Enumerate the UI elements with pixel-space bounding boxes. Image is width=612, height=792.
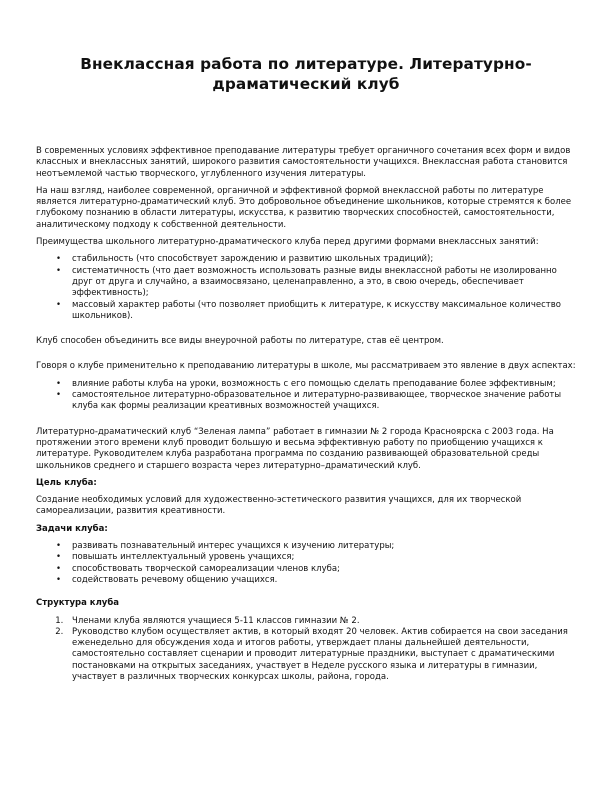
aspects-list <box>36 379 576 413</box>
advantages-intro: Преимущества школьного литературно-драматического клуба перед другими формами внеклассных занятий: <box>36 237 539 248</box>
list-item: • стабильность (что способствует зарождению и развитию школьных традиций); <box>66 254 576 265</box>
list-item: • способствовать творческой самореализации членов клуба; <box>66 564 576 575</box>
goal-text: Создание необходимых условий для художественно-эстетического развития учащихся, для их творческой самореализации, развития креативности. <box>36 495 522 517</box>
list-item: • развивать познавательный интерес учащихся к изучению литературы; <box>66 541 576 552</box>
tasks-heading: Задачи клуба: <box>36 523 108 534</box>
list-item: • повышать интеллектуальный уровень учащихся; <box>66 552 576 563</box>
tasks-list <box>36 541 576 586</box>
aspects-intro: Говоря о клубе применительно к преподаванию литературы в школе, мы рассматриваем это явление в двух аспектах: <box>36 361 576 372</box>
goal-heading: Цель клуба: <box>36 477 97 488</box>
advantages-list <box>36 254 576 322</box>
list-item: • систематичность (что дает возможность использовать разные виды внеклассной работы не изолированно друг от друга и случайно, а взаимосвязано, целенаправленно, а это, в свою очередь, обеспечивает эффективность); <box>66 266 576 300</box>
list-item: • содействовать речевому общению учащихся. <box>66 575 576 586</box>
club-definition-paragraph: На наш взгляд, наиболее современной, органичной и эффективной формой внеклассной работы по литературе является литературно-драматический клуб. Это добровольное объединение школьников, которые стремятся к более глубокому познанию в области литературы, искусства, к развитию творческих способностей, самостоятельности, аналитическому подходу к собственной деятельности. <box>36 185 572 230</box>
club-center-paragraph: Клуб способен объединить все виды внеурочной работы по литературе, став её центром. <box>36 336 444 347</box>
list-item: 1. Членами клуба являются учащиеся 5-11 классов гимназии № 2. <box>66 616 576 627</box>
structure-heading: Структура клуба <box>36 598 120 609</box>
green-lamp-paragraph: Литературно-драматический клуб “Зеленая лампа” работает в гимназии № 2 города Красноярска с 2003 года. На протяжении этого времени клуб проводит большую и весьма эффективную работу по приобщению учащихся к литературе. Руководителем клуба разработана программа по созданию развивающей образовательной среды школьников среднего и старшего возраста через литературно–драматический клуб. <box>36 426 554 471</box>
list-item: • влияние работы клуба на уроки, возможность с его помощью сделать преподавание более эффективным; <box>66 379 576 390</box>
list-item: 2. Руководство клубом осуществляет актив, в который входят 20 человек. Актив собирается на свои заседания еженедельно для обсуждения хода и итогов работы, утверждает планы дальнейшей деятельности, самостоятельно составляет сценарии и проводит литературные праздники, выступает с драматическими постановками на открытых заседаниях, участвует в Неделе русского языка и литературы в гимназии, участвует в различных творческих конкурсах школы, района, города. <box>66 627 576 683</box>
page-title: Внеклассная работа по литературе. Литературно-драматический клуб <box>80 55 532 93</box>
list-item: • самостоятельное литературно-образовательное и литературно-развивающее, творческое значение работы клуба как формы реализации креативных возможностей учащихся. <box>66 390 576 413</box>
intro-paragraph: В современных условиях эффективное преподавание литературы требует органичного сочетания всех форм и видов классных и внеклассных занятий, широкого развития самостоятельности учащихся. Внеклассная работа становится неотъемлемой частью творческого, углубленного изучения литературы. <box>36 146 571 179</box>
structure-list <box>36 616 576 684</box>
document-page <box>36 54 576 689</box>
list-item: • массовый характер работы (что позволяет приобщить к литературе, к искусству максимальное количество школьников). <box>66 300 576 323</box>
